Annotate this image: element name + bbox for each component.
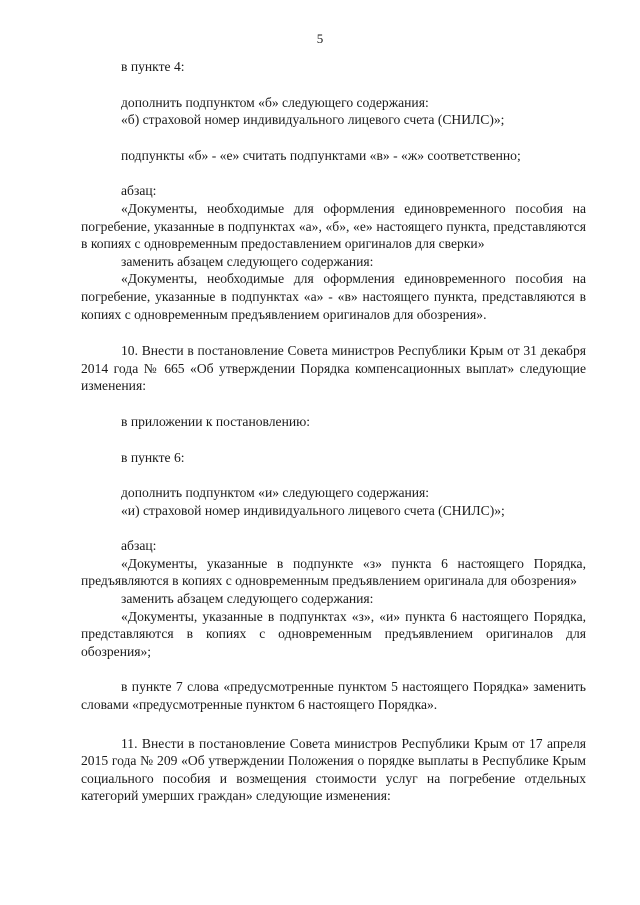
paragraph-old-documents-text-2: «Документы, указанные в подпункте «з» пункта 6 настоящего Порядка, предъявляются в копиях с одновременным предъявлением оригинала для обозрения» — [81, 555, 586, 589]
paragraph-abzac-label-2: абзац: — [121, 538, 157, 554]
paragraph-item-10: 10. Внести в постановление Совета министров Республики Крым от 31 декабря 2014 года № 665 «Об утверждении Порядка компенсационных выплат» следующие изменения: — [81, 343, 586, 394]
paragraph-replace-abzac-2: заменить абзацем следующего содержания: — [121, 591, 374, 607]
paragraph-subitem-b-snils: «б) страховой номер индивидуального лицевого счета (СНИЛС)»; — [121, 112, 505, 128]
paragraph-annex-intro: в приложении к постановлению: — [121, 413, 311, 429]
paragraph-subitem-i-snils: «и) страховой номер индивидуального лицевого счета (СНИЛС)»; — [121, 502, 505, 518]
paragraph-item-11: 11. Внести в постановление Совета министров Республики Крым от 17 апреля 2015 года № 209 «Об утверждении Положения о порядке выплаты в Республике Крым социального пособия и возмещения стоимости услуг на погребение отдельных категорий умерших граждан» следующие изменения: — [81, 735, 586, 804]
paragraph-new-documents-text-2: «Документы, указанные в подпунктах «з», «и» пункта 6 настоящего Порядка, представляются в копиях с одновременным предъявлением оригиналов для обозрения»; — [81, 608, 586, 659]
paragraph-item7-replace: в пункте 7 слова «предусмотренные пунктом 5 настоящего Порядка» заменить словами «предусмотренные пунктом 6 настоящего Порядка». — [81, 679, 586, 713]
paragraph-old-documents-text-1: «Документы, необходимые для оформления единовременного пособия на погребение, указанные в подпунктах «а», «б», «е» настоящего пункта, представляются в копиях с одновременным предоставлением оригиналов для сверки» — [81, 200, 586, 252]
document-body — [81, 58, 586, 805]
paragraph-add-subitem-i: дополнить подпунктом «и» следующего содержания: — [121, 485, 430, 501]
paragraph-new-documents-text-1: «Документы, необходимые для оформления единовременного пособия на погребение, указанные в подпунктах «а» - «в» настоящего пункта, представляются в копиях с одновременным предъявлением оригиналов для обозрения». — [81, 271, 586, 322]
page-number: 5 — [316, 31, 324, 46]
paragraph-add-subitem-b: дополнить подпунктом «б» следующего содержания: — [121, 94, 429, 110]
paragraph-abzac-label-1: абзац: — [121, 183, 157, 199]
paragraph-renumber-subitems: подпункты «б» - «е» считать подпунктами «в» - «ж» соответственно; — [121, 147, 521, 163]
paragraph-item4-intro: в пункте 4: — [121, 59, 185, 74]
paragraph-replace-abzac-1: заменить абзацем следующего содержания: — [121, 253, 374, 269]
paragraph-item6-intro: в пункте 6: — [121, 449, 185, 465]
